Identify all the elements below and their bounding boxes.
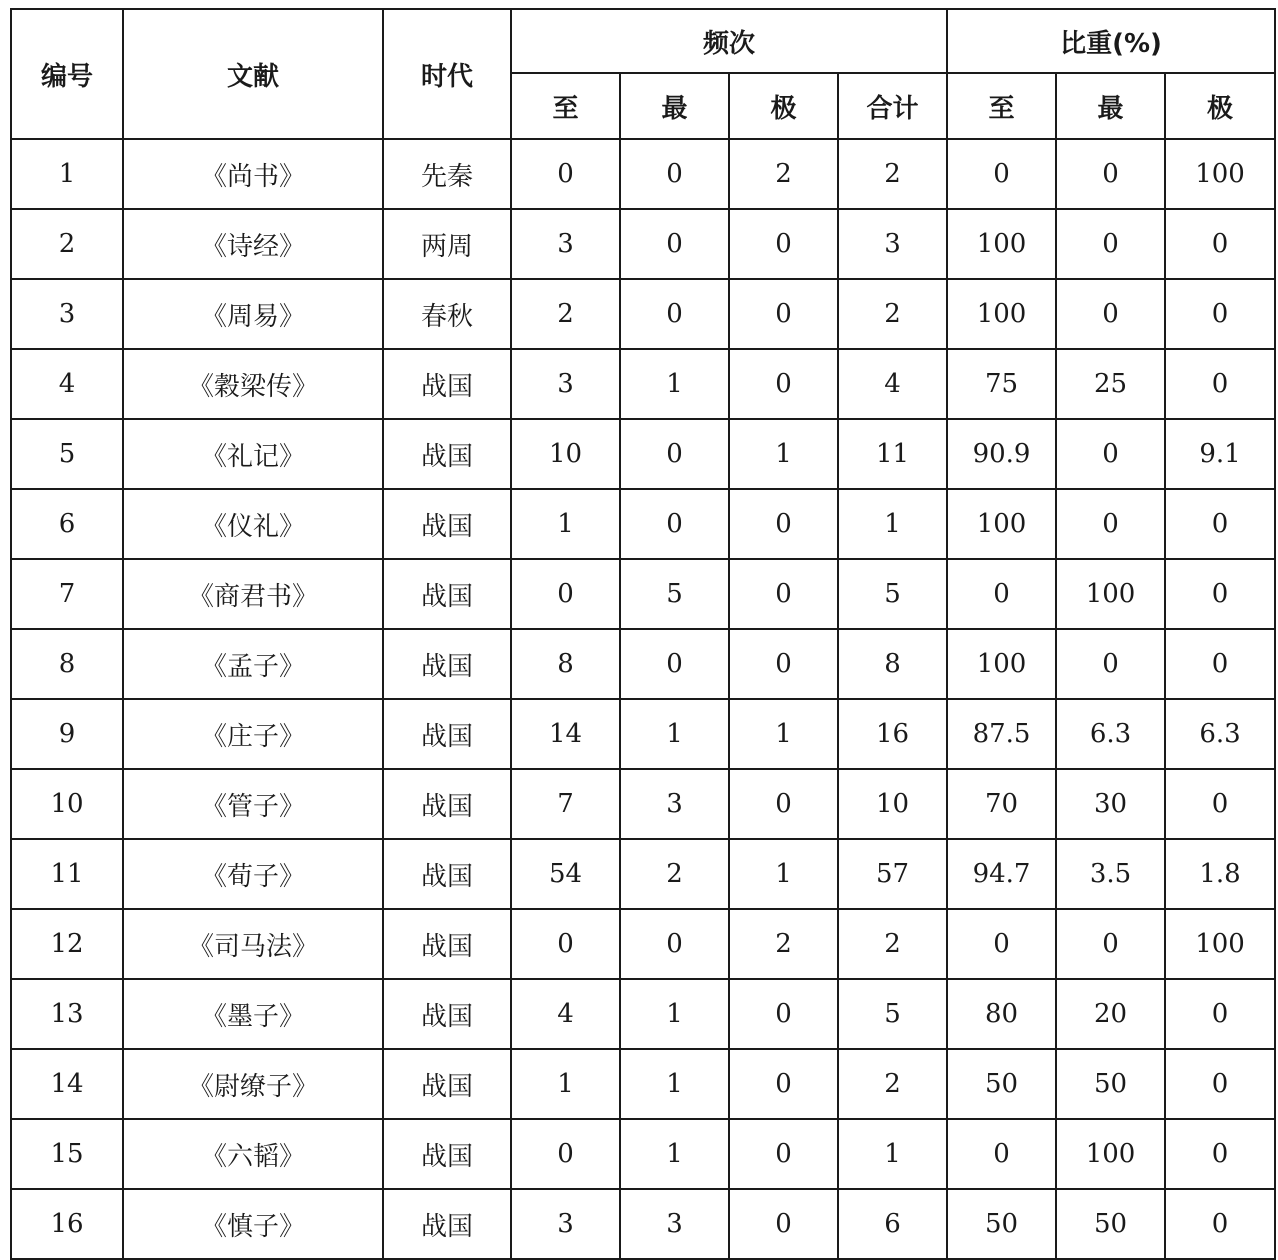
cell-ratio-zui: 0	[1056, 489, 1165, 559]
cell-ratio-ji: 0	[1165, 1049, 1275, 1119]
cell-ratio-zhi: 100	[947, 489, 1056, 559]
cell-freq-total: 6	[838, 1189, 947, 1259]
table-row	[11, 699, 1275, 769]
cell-ratio-ji: 0	[1165, 979, 1275, 1049]
cell-ratio-zhi: 0	[947, 559, 1056, 629]
cell-id: 7	[11, 559, 123, 629]
cell-ratio-ji: 0	[1165, 279, 1275, 349]
cell-id: 12	[11, 909, 123, 979]
cell-ratio-ji: 0	[1165, 1119, 1275, 1189]
cell-freq-total: 2	[838, 139, 947, 209]
cell-freq-ji: 0	[729, 279, 838, 349]
header-freq-total: 合计	[838, 73, 947, 139]
cell-id: 14	[11, 1049, 123, 1119]
table-row	[11, 139, 1275, 209]
cell-document: 《荀子》	[123, 839, 383, 909]
header-freq-zhi: 至	[511, 73, 620, 139]
cell-id: 15	[11, 1119, 123, 1189]
cell-freq-ji: 1	[729, 699, 838, 769]
cell-ratio-ji: 0	[1165, 1189, 1275, 1259]
cell-freq-zui: 0	[620, 279, 729, 349]
header-ratio-zui: 最	[1056, 73, 1165, 139]
cell-ratio-zhi: 0	[947, 909, 1056, 979]
cell-ratio-zhi: 100	[947, 209, 1056, 279]
cell-era: 战国	[383, 419, 511, 489]
cell-freq-total: 57	[838, 839, 947, 909]
cell-freq-zui: 0	[620, 209, 729, 279]
cell-ratio-zhi: 0	[947, 1119, 1056, 1189]
cell-freq-zhi: 3	[511, 1189, 620, 1259]
cell-document: 《六韬》	[123, 1119, 383, 1189]
cell-ratio-zui: 0	[1056, 279, 1165, 349]
cell-freq-total: 4	[838, 349, 947, 419]
header-era: 时代	[383, 9, 511, 139]
table-row	[11, 1189, 1275, 1259]
cell-ratio-zhi: 80	[947, 979, 1056, 1049]
cell-freq-ji: 0	[729, 1049, 838, 1119]
cell-id: 8	[11, 629, 123, 699]
cell-id: 11	[11, 839, 123, 909]
cell-freq-zui: 0	[620, 909, 729, 979]
cell-freq-zhi: 14	[511, 699, 620, 769]
header-ratio-zhi: 至	[947, 73, 1056, 139]
cell-freq-zui: 3	[620, 769, 729, 839]
cell-document: 《司马法》	[123, 909, 383, 979]
cell-ratio-zhi: 100	[947, 629, 1056, 699]
header-frequency-group: 频次	[511, 9, 947, 73]
table-row	[11, 279, 1275, 349]
cell-freq-total: 5	[838, 979, 947, 1049]
cell-freq-zhi: 2	[511, 279, 620, 349]
cell-freq-ji: 2	[729, 139, 838, 209]
cell-id: 13	[11, 979, 123, 1049]
header-freq-zui: 最	[620, 73, 729, 139]
cell-ratio-zhi: 100	[947, 279, 1056, 349]
cell-id: 2	[11, 209, 123, 279]
cell-freq-zui: 1	[620, 699, 729, 769]
cell-document: 《诗经》	[123, 209, 383, 279]
cell-freq-zhi: 8	[511, 629, 620, 699]
cell-freq-total: 2	[838, 1049, 947, 1119]
cell-freq-zhi: 54	[511, 839, 620, 909]
cell-era: 战国	[383, 839, 511, 909]
cell-freq-zhi: 3	[511, 209, 620, 279]
cell-freq-total: 1	[838, 489, 947, 559]
cell-freq-zhi: 0	[511, 909, 620, 979]
table-row	[11, 629, 1275, 699]
cell-ratio-zhi: 90.9	[947, 419, 1056, 489]
cell-era: 战国	[383, 1189, 511, 1259]
cell-ratio-zui: 100	[1056, 559, 1165, 629]
table-header	[11, 9, 1275, 139]
cell-ratio-zui: 50	[1056, 1049, 1165, 1119]
frequency-table	[10, 8, 1276, 1260]
cell-freq-zhi: 0	[511, 1119, 620, 1189]
table-row	[11, 419, 1275, 489]
cell-freq-ji: 0	[729, 1189, 838, 1259]
header-document: 文献	[123, 9, 383, 139]
table-row	[11, 1119, 1275, 1189]
cell-id: 16	[11, 1189, 123, 1259]
cell-freq-zhi: 3	[511, 349, 620, 419]
cell-freq-ji: 0	[729, 209, 838, 279]
cell-freq-zhi: 10	[511, 419, 620, 489]
cell-freq-ji: 2	[729, 909, 838, 979]
cell-freq-total: 11	[838, 419, 947, 489]
cell-freq-zhi: 1	[511, 489, 620, 559]
cell-freq-ji: 0	[729, 979, 838, 1049]
cell-document: 《仪礼》	[123, 489, 383, 559]
cell-freq-zui: 1	[620, 349, 729, 419]
cell-ratio-zui: 50	[1056, 1189, 1165, 1259]
cell-ratio-zui: 6.3	[1056, 699, 1165, 769]
cell-era: 战国	[383, 769, 511, 839]
cell-ratio-zui: 25	[1056, 349, 1165, 419]
cell-ratio-zhi: 50	[947, 1189, 1056, 1259]
cell-id: 9	[11, 699, 123, 769]
cell-id: 6	[11, 489, 123, 559]
cell-id: 5	[11, 419, 123, 489]
cell-era: 战国	[383, 1119, 511, 1189]
cell-freq-total: 5	[838, 559, 947, 629]
cell-freq-zui: 3	[620, 1189, 729, 1259]
cell-freq-zhi: 0	[511, 559, 620, 629]
cell-freq-zhi: 7	[511, 769, 620, 839]
cell-era: 先秦	[383, 139, 511, 209]
cell-ratio-ji: 0	[1165, 489, 1275, 559]
cell-freq-zui: 0	[620, 139, 729, 209]
cell-era: 战国	[383, 979, 511, 1049]
cell-freq-total: 1	[838, 1119, 947, 1189]
cell-ratio-zhi: 75	[947, 349, 1056, 419]
cell-ratio-ji: 0	[1165, 209, 1275, 279]
cell-document: 《庄子》	[123, 699, 383, 769]
cell-ratio-zui: 20	[1056, 979, 1165, 1049]
table-row	[11, 489, 1275, 559]
cell-ratio-zhi: 70	[947, 769, 1056, 839]
table-row	[11, 839, 1275, 909]
cell-ratio-ji: 0	[1165, 769, 1275, 839]
cell-ratio-zhi: 0	[947, 139, 1056, 209]
cell-ratio-zhi: 87.5	[947, 699, 1056, 769]
cell-freq-zui: 1	[620, 1119, 729, 1189]
cell-ratio-zui: 0	[1056, 139, 1165, 209]
cell-freq-total: 16	[838, 699, 947, 769]
cell-id: 10	[11, 769, 123, 839]
cell-id: 1	[11, 139, 123, 209]
cell-freq-ji: 1	[729, 839, 838, 909]
table-row	[11, 769, 1275, 839]
cell-ratio-ji: 0	[1165, 349, 1275, 419]
cell-freq-ji: 1	[729, 419, 838, 489]
cell-ratio-zui: 3.5	[1056, 839, 1165, 909]
header-row-top	[11, 9, 1275, 73]
cell-ratio-zui: 100	[1056, 1119, 1165, 1189]
cell-ratio-ji: 0	[1165, 629, 1275, 699]
cell-document: 《周易》	[123, 279, 383, 349]
cell-freq-zui: 1	[620, 979, 729, 1049]
cell-document: 《慎子》	[123, 1189, 383, 1259]
cell-ratio-zui: 30	[1056, 769, 1165, 839]
cell-era: 战国	[383, 349, 511, 419]
cell-ratio-zui: 0	[1056, 419, 1165, 489]
cell-freq-zui: 0	[620, 629, 729, 699]
header-freq-ji: 极	[729, 73, 838, 139]
cell-freq-zui: 0	[620, 489, 729, 559]
cell-freq-ji: 0	[729, 349, 838, 419]
cell-ratio-ji: 100	[1165, 139, 1275, 209]
cell-era: 战国	[383, 489, 511, 559]
table-row	[11, 559, 1275, 629]
header-id: 编号	[11, 9, 123, 139]
cell-era: 两周	[383, 209, 511, 279]
cell-id: 3	[11, 279, 123, 349]
cell-era: 战国	[383, 1049, 511, 1119]
cell-freq-ji: 0	[729, 629, 838, 699]
cell-ratio-ji: 0	[1165, 559, 1275, 629]
cell-freq-total: 2	[838, 279, 947, 349]
cell-freq-ji: 0	[729, 559, 838, 629]
table-row	[11, 979, 1275, 1049]
cell-document: 《尚书》	[123, 139, 383, 209]
cell-freq-zui: 2	[620, 839, 729, 909]
cell-document: 《礼记》	[123, 419, 383, 489]
cell-freq-zhi: 4	[511, 979, 620, 1049]
table-row	[11, 1049, 1275, 1119]
cell-document: 《孟子》	[123, 629, 383, 699]
cell-freq-zhi: 1	[511, 1049, 620, 1119]
cell-freq-ji: 0	[729, 769, 838, 839]
cell-freq-zhi: 0	[511, 139, 620, 209]
cell-freq-zui: 1	[620, 1049, 729, 1119]
cell-freq-ji: 0	[729, 489, 838, 559]
cell-ratio-ji: 1.8	[1165, 839, 1275, 909]
cell-ratio-ji: 100	[1165, 909, 1275, 979]
cell-freq-total: 8	[838, 629, 947, 699]
cell-era: 战国	[383, 699, 511, 769]
table-row	[11, 909, 1275, 979]
cell-era: 战国	[383, 629, 511, 699]
cell-freq-total: 3	[838, 209, 947, 279]
table-body	[11, 139, 1275, 1259]
cell-era: 春秋	[383, 279, 511, 349]
cell-era: 战国	[383, 909, 511, 979]
cell-freq-zui: 0	[620, 419, 729, 489]
cell-era: 战国	[383, 559, 511, 629]
header-ratio-group: 比重(%)	[947, 9, 1275, 73]
table-row	[11, 209, 1275, 279]
cell-document: 《尉缭子》	[123, 1049, 383, 1119]
cell-ratio-zhi: 94.7	[947, 839, 1056, 909]
cell-freq-total: 2	[838, 909, 947, 979]
cell-ratio-zui: 0	[1056, 629, 1165, 699]
cell-ratio-ji: 6.3	[1165, 699, 1275, 769]
cell-document: 《墨子》	[123, 979, 383, 1049]
cell-document: 《商君书》	[123, 559, 383, 629]
cell-ratio-ji: 9.1	[1165, 419, 1275, 489]
cell-ratio-zhi: 50	[947, 1049, 1056, 1119]
table-row	[11, 349, 1275, 419]
cell-id: 4	[11, 349, 123, 419]
cell-document: 《管子》	[123, 769, 383, 839]
cell-freq-zui: 5	[620, 559, 729, 629]
cell-freq-total: 10	[838, 769, 947, 839]
header-ratio-ji: 极	[1165, 73, 1275, 139]
cell-document: 《穀梁传》	[123, 349, 383, 419]
cell-ratio-zui: 0	[1056, 209, 1165, 279]
cell-ratio-zui: 0	[1056, 909, 1165, 979]
cell-freq-ji: 0	[729, 1119, 838, 1189]
